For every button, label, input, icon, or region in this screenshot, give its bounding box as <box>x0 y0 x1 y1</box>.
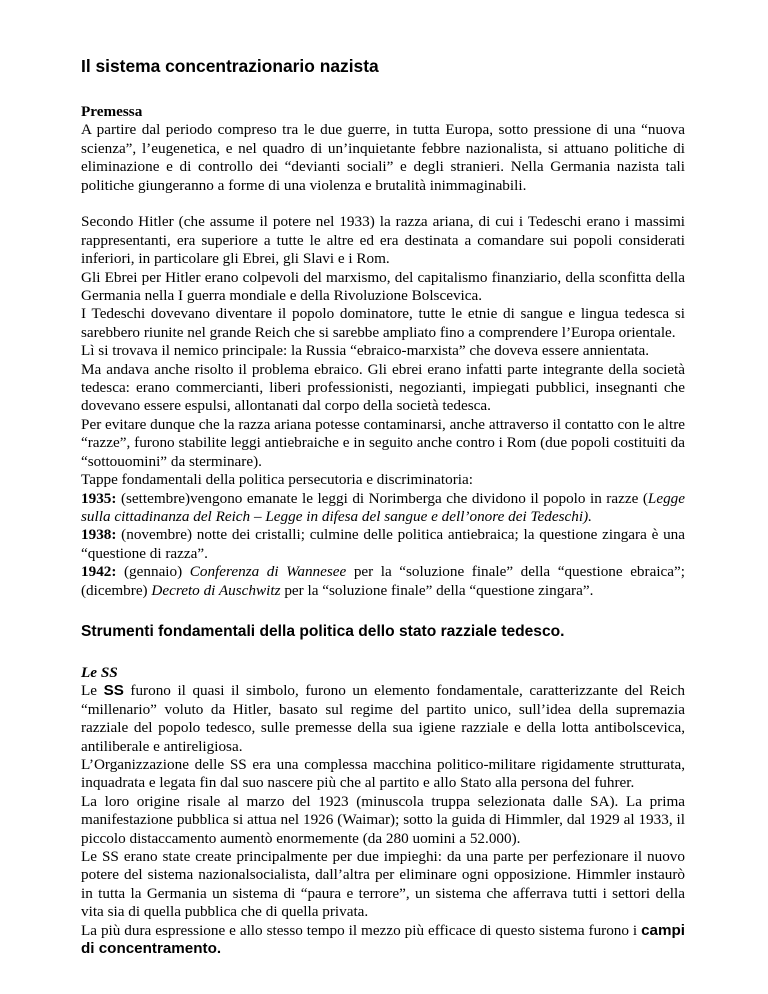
body-paragraph-1: Secondo Hitler (che assume il potere nel 1933) la razza ariana, di cui i Tedeschi erano i massimi rappresentanti, era superiore a tutte le altre ed era destinata a comandare sui popoli considerati inferiori, in particolare gli Ebrei, gli Slavi e i Rom. <box>81 213 685 268</box>
ss-paragraph-5: La più dura espressione e allo stesso tempo il mezzo più efficace di questo sistema furono i campi di concentramento. <box>81 921 685 958</box>
body-paragraph-6: Per evitare dunque che la razza ariana potesse contaminarsi, anche attraverso il contatto con le altre “razze”, furono stabilite leggi antiebraiche e in seguito anche contro i Rom (due popoli costituiti da “sottouomini” da sterminare). <box>81 415 685 470</box>
page-title: Il sistema concentrazionario nazista <box>81 56 379 76</box>
body-paragraph-5: Ma andava anche risolto il problema ebraico. Gli ebrei erano infatti parte integrante della società tedesca: erano commercianti, liberi professionisti, negozianti, impiegati pubblici, insegnanti che dovevano essere espulsi, allontanati dal corpo della società tedesca. <box>81 360 685 415</box>
timeline-1938: 1938: (novembre) notte dei cristalli; culmine delle politica antiebraica; la questione zingara è una “questione di razza”. <box>81 526 685 562</box>
premessa-heading: Premessa <box>81 103 143 120</box>
timeline-1942: 1942: (gennaio) Conferenza di Wannesee per la “soluzione finale” della “questione ebraica”; (dicembre) Decreto di Auschwitz per la “soluzione finale” della “questione zingara”. <box>81 563 685 599</box>
ss-subheading: Le SS <box>81 663 118 681</box>
document-page <box>81 56 685 958</box>
timeline-1935: 1935: (settembre)vengono emanate le leggi di Norimberga che dividono il popolo in razze (Legge sulla cittadinanza del Reich – Legge in difesa del sangue e dell’onore dei Tedeschi). <box>81 489 685 525</box>
ss-paragraph-1: Le SS furono il quasi il simbolo, furono un elemento fondamentale, caratterizzante del Reich “millenario” voluto da Hitler, basato sul regime del partito unico, sull’idea della supremazia razziale del popolo tedesco, sulle premesse della sua igiene razziale e della lotta antibolscevica, antiliberale e antireligiosa. <box>81 682 685 755</box>
body-paragraph-7: Tappe fondamentali della politica persecutoria e discriminatoria: <box>81 471 473 489</box>
body-paragraph-2: Gli Ebrei per Hitler erano colpevoli del marxismo, del capitalismo finanziario, della sconfitta della Germania nella I guerra mondiale e della Rivoluzione Bolscevica. <box>81 268 685 305</box>
body-paragraph-3: I Tedeschi dovevano diventare il popolo dominatore, tutte le etnie di sangue e lingua tedesca si sarebbero riunite nel grande Reich che si sarebbe ampliato fino a comprendere l’Europa orientale. <box>81 305 685 341</box>
ss-paragraph-2: L’Organizzazione delle SS era una complessa macchina politico-militare rigidamente strutturata, inquadrata e legata fin dal suo nascere più che al partito e allo Stato alla persona del fuhrer. <box>81 755 685 792</box>
ss-paragraph-3: La loro origine risale al marzo del 1923 (minuscola truppa selezionata dalle SA). La prima manifestazione pubblica si attua nel 1926 (Waimar); sotto la guida di Himmler, dal 1929 al 1933, il piccolo distaccamento aumentò enormemente (da 280 uomini a 52.000). <box>81 792 685 847</box>
timeline-year: 1935: <box>81 489 117 507</box>
body-paragraph-4: Lì si trovava il nemico principale: la Russia “ebraico-marxista” che doveva essere annientata. <box>81 342 650 360</box>
timeline-year: 1942: <box>81 563 117 581</box>
ss-paragraph-4: Le SS erano state create principalmente per due impieghi: da una parte per perfezionare il nuovo potere del sistema nazionalsocialista, dall’altra per eliminare ogni opposizione. Himmler instaurò in tutta la Germania un sistema di “paura e terrore”, un sistema che afferrava tutti i settori della vita sia di quella pubblica che di quella privata. <box>81 848 685 921</box>
premessa-text: A partire dal periodo compreso tra le due guerre, in tutta Europa, sotto pressione di una “nuova scienza”, l’eugenetica, e nel quadro di un’inquietante febbre nazionalista, si attuano politiche di eliminazione e di controllo dei “devianti sociali” e degli stranieri. Nella Germania nazista tali politiche giungeranno a forme di una violenza e brutalità inimmaginabili. <box>81 121 685 194</box>
section-heading: Strumenti fondamentali della politica dello stato razziale tedesco. <box>81 622 565 640</box>
timeline-year: 1938: <box>81 526 117 544</box>
